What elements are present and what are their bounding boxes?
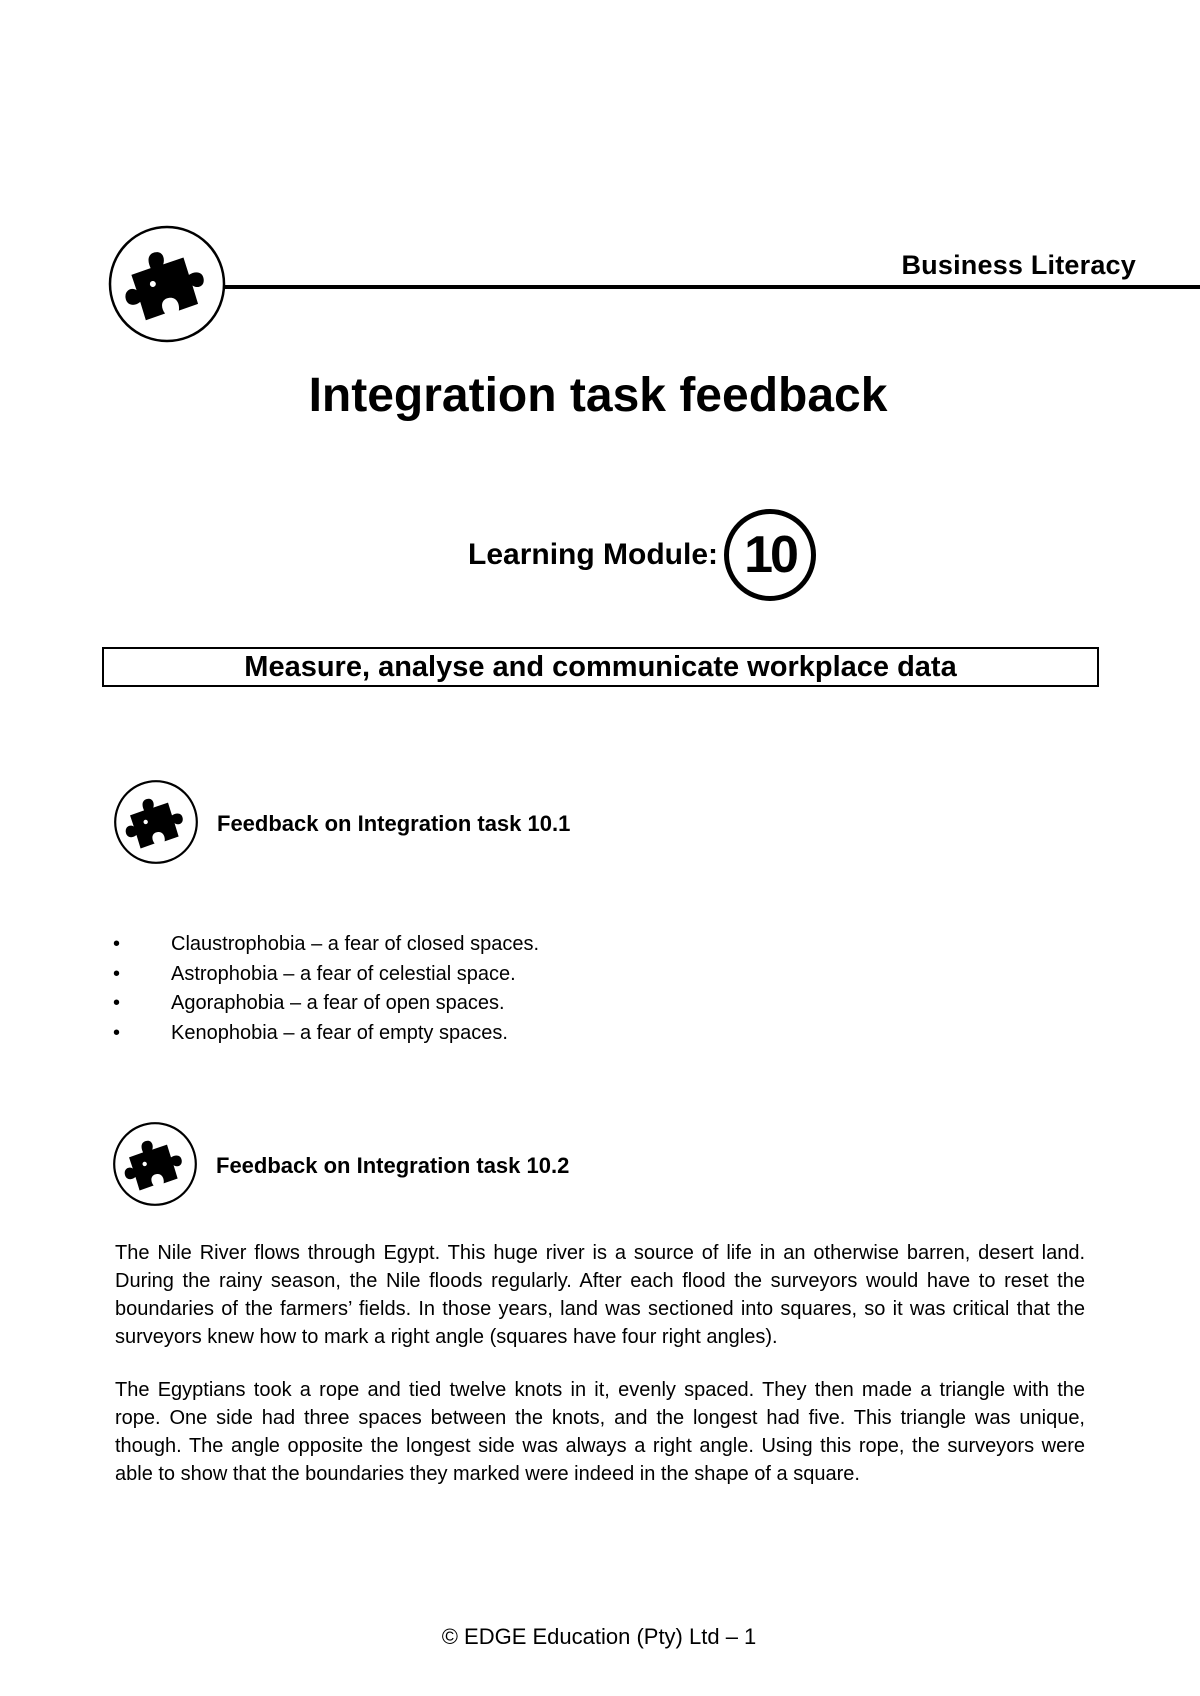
body-paragraph: The Egyptians took a rope and tied twelve knots in it, evenly spaced. They then made a triangle with the rope. One side had three spaces between the knots, and the longest had five. This triangle was unique, though. The angle opposite the longest side was always a right angle. Using this rope, the surveyors were able to show that the boundaries they marked were indeed in the shape of a square. xyxy=(115,1379,1085,1485)
puzzle-piece-icon xyxy=(113,779,199,865)
page-title xyxy=(0,368,1200,423)
bullet-list xyxy=(113,930,539,1048)
module-label: Learning Module: xyxy=(468,538,718,571)
task-heading: Feedback on Integration task 10.1 xyxy=(217,811,571,836)
list-item: • Claustrophobia – a fear of closed spaces. xyxy=(113,930,539,960)
puzzle-piece-icon xyxy=(108,225,226,343)
page-footer xyxy=(0,1624,1200,1650)
module-subtitle: Measure, analyse and communicate workplace data xyxy=(244,650,957,683)
body-paragraph: The Nile River flows through Egypt. This huge river is a source of life in an otherwise barren, desert land. During the rainy season, the Nile floods regularly. After each flood the surveyors would have to reset the boundaries of the farmers’ fields. In those years, land was sectioned into squares, so it was critical that the surveyors knew how to mark a right angle (squares have four right angles). xyxy=(115,1242,1085,1348)
puzzle-piece-icon xyxy=(112,1121,198,1207)
module-subtitle-box xyxy=(102,647,1099,687)
module-number-badge: 10 xyxy=(724,509,816,601)
header-rule xyxy=(224,285,1200,289)
module-row xyxy=(468,505,816,605)
section-name: Business Literacy xyxy=(901,250,1136,280)
footer-text: © EDGE Education (Pty) Ltd – 1 xyxy=(441,1624,757,1649)
page-title-text: Integration task feedback xyxy=(308,369,888,422)
list-item: • Astrophobia – a fear of celestial space. xyxy=(113,960,539,990)
list-item: • Kenophobia – a fear of empty spaces. xyxy=(113,1019,539,1049)
list-item: • Agoraphobia – a fear of open spaces. xyxy=(113,989,539,1019)
task-heading: Feedback on Integration task 10.2 xyxy=(216,1153,570,1178)
